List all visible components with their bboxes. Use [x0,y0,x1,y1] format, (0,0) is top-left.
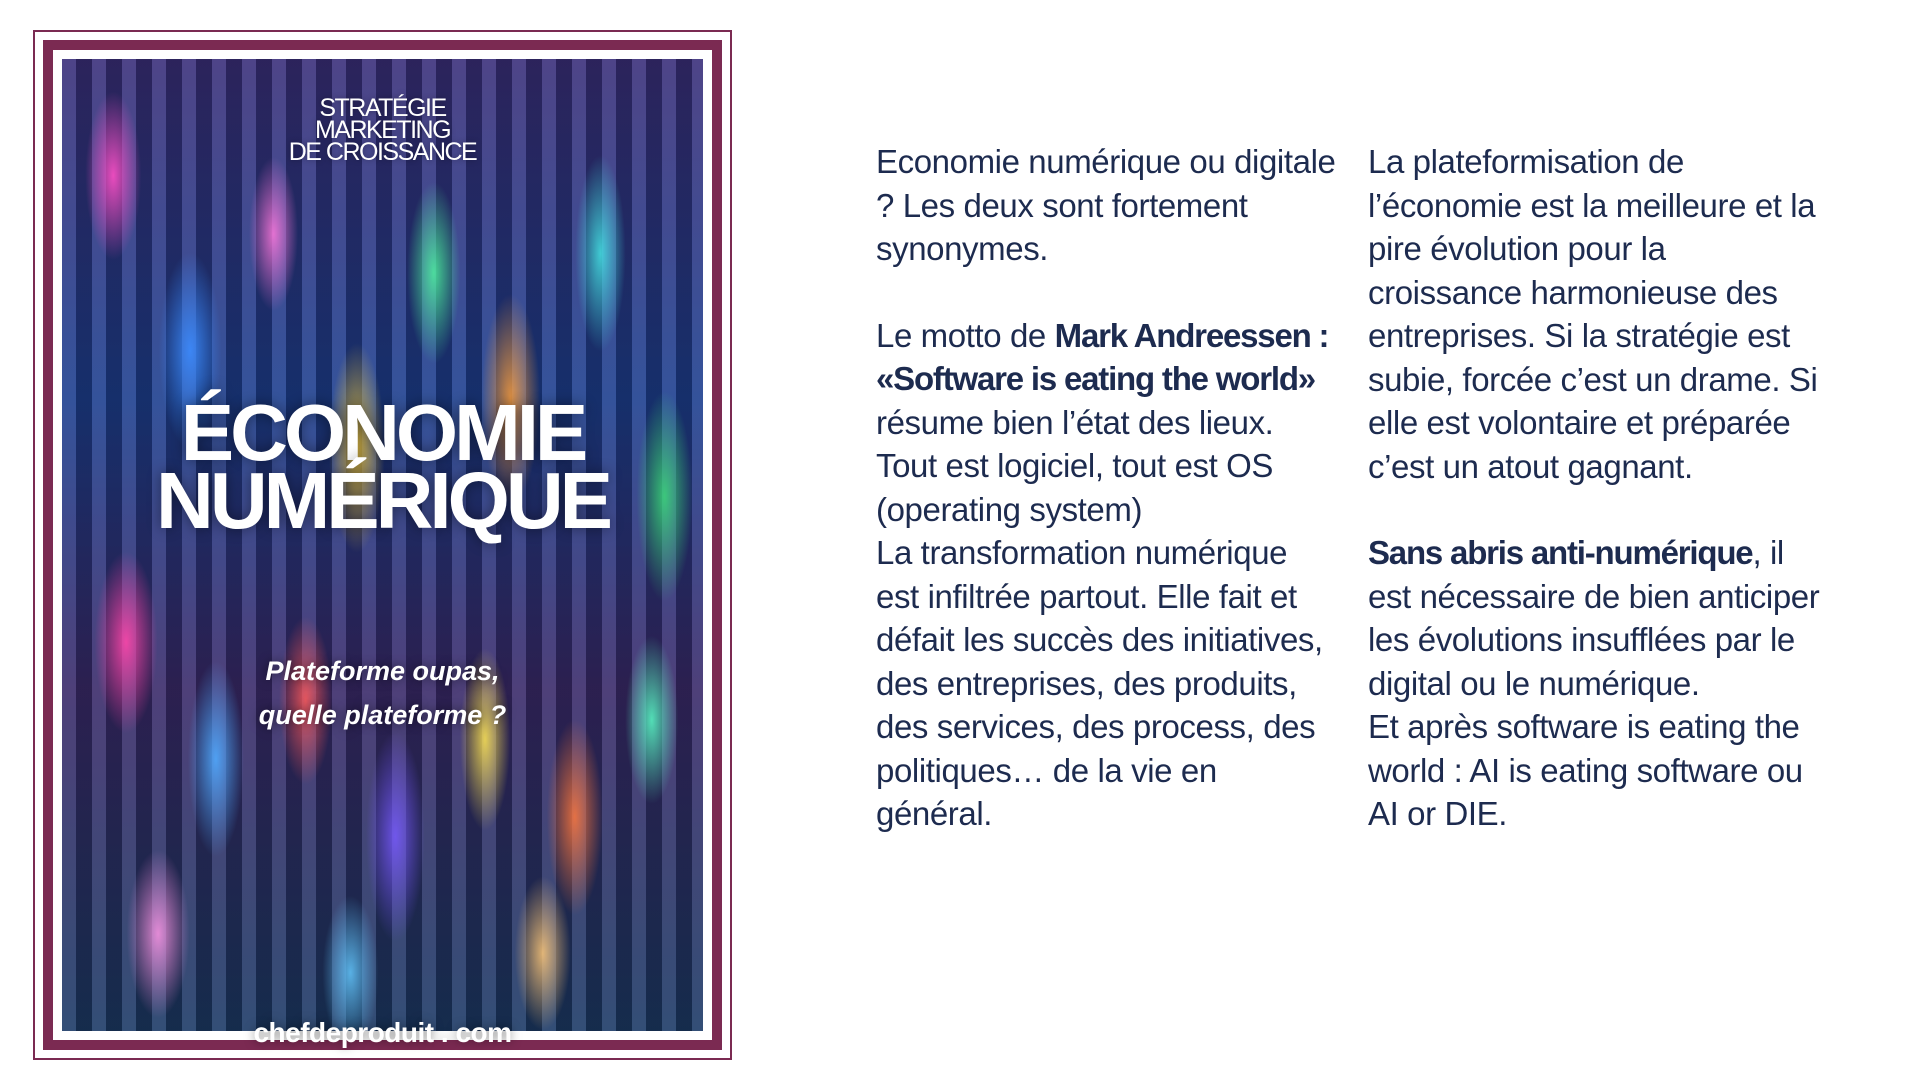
paragraph-transformation: La transformation numérique est infiltrée partout. Elle fait et défait les succès des initiatives, des entreprises, des produits, des services, des process, des politiques… de la vie en général. [876,534,1323,832]
paragraph-definition: Economie numérique ou digitale ? Les deux sont fortement synonymes. [876,143,1336,267]
cover-kicker-line: MARKETING [314,116,451,144]
cover-subtitle [62,649,703,737]
cover-kicker [62,94,703,166]
cover-title-line: ÉCONOMIE [180,388,585,477]
cover-border [43,40,722,1050]
book-cover [33,30,732,1060]
cover-subtitle-line: Plateforme oupas, [265,656,500,686]
anti-numerique-text: , il est nécessaire de bien anticiper les évolutions insufflées par le digital ou le numérique. [1368,534,1820,702]
text-column-left [876,140,1336,836]
cover-title [62,388,703,545]
paragraph-platformisation: La plateformisation de l’économie est la meilleure et la pire évolution pour la croissance harmonieuse des entreprises. Si la stratégie est subie, forcée c’est un drame. Si elle est volontaire et préparée c’est un atout gagnant. [1368,143,1818,485]
motto-quote: Mark Andreessen : «Software is eating the world» [876,316,1329,397]
paragraph-ai: Et après software is eating the world : AI is eating software ou AI or DIE. [1368,708,1803,832]
cover-kicker-line: DE CROISSANCE [288,138,477,166]
paragraph-anti-numerique [1368,531,1828,705]
anti-numerique-heading: Sans abris anti-numérique [1368,534,1753,571]
cover-image-blurred-code [62,59,703,1048]
cover-kicker-line: STRATÉGIE [319,94,446,122]
cover-title-line: NUMÉRIQUE [156,456,609,545]
cover-subtitle-line: quelle plateforme ? [258,700,507,730]
text-column-right [1368,140,1828,836]
motto-intro: Le motto de [876,316,1055,354]
cover-website: chefdeproduit . com [253,1017,512,1048]
motto-summary: résume bien l’état des lieux. Tout est logiciel, tout est OS (operating system) [876,403,1274,528]
paragraph-motto [876,314,1336,532]
